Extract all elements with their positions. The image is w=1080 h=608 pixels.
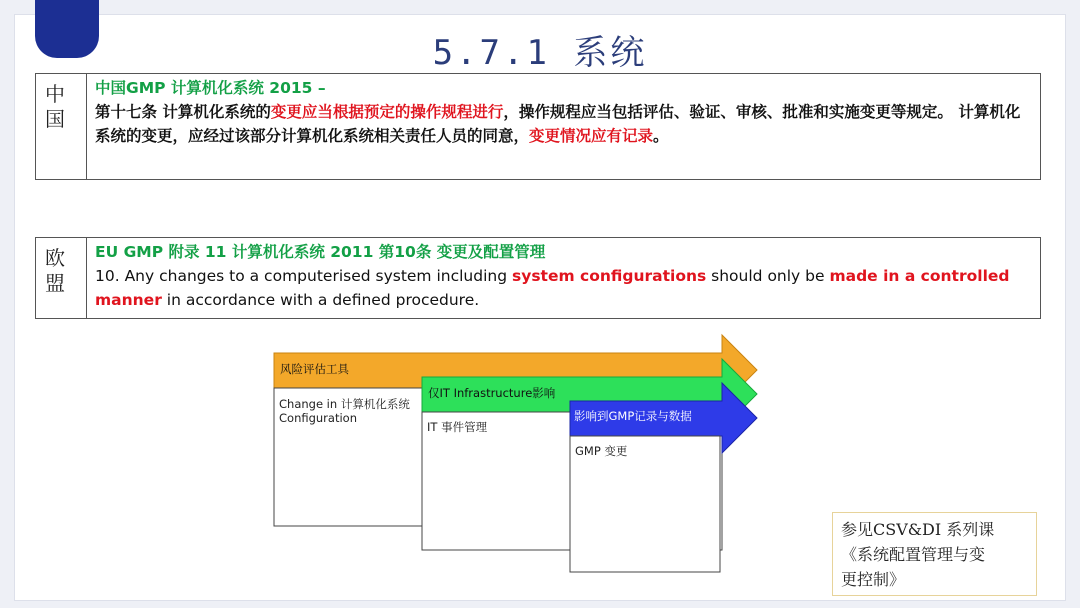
body-text: 第十七条 计算机化系统的 [95,103,271,121]
arrow-label-risk: 风险评估工具 [280,362,349,376]
body-text: 10. Any changes to a computerised system including [95,267,512,285]
china-label: 中 国 [36,74,87,179]
highlight-text: system configurations [511,267,707,285]
body-text: should only be [706,267,830,285]
eu-label: 欧 盟 [36,238,87,318]
arrow-label-it: 仅IT Infrastructure影响 [428,386,556,400]
box-label-line: IT 事件管理 [427,420,488,434]
reference-line: 更控制》 [841,570,906,589]
body-text: 。 [653,127,669,145]
highlight-text: made in a controlled manner [95,267,1010,309]
highlight-text: 变更应当根据预定的操作规程进行 [270,103,504,121]
china-heading: 中国GMP 计算机化系统 2015 – [95,79,326,97]
body-text: in accordance with a defined procedure. [161,291,480,309]
box-label-line: GMP 变更 [575,444,628,458]
reference-line: 参见CSV&DI 系列课 [841,520,995,539]
page-title: 5.7.1 系统 [432,33,648,73]
body-text: ，操作规程应当包括评估、验证、审核、批准和实施变更等规定。 计算机化系统的变更，应经过该部分计算机化系统相关责任人员的同意， [95,103,1021,145]
highlight-text: 变更情况应有记录 [529,127,654,145]
box-label-line: Change in 计算机化系统 [279,397,410,411]
box-label-line: Configuration [279,411,357,425]
reference-line: 《系统配置管理与变 [841,545,986,564]
arrow-label-gmp: 影响到GMP记录与数据 [574,409,692,423]
eu-heading: EU GMP 附录 11 计算机化系统 2011 第10条 变更及配置管理 [95,243,546,261]
